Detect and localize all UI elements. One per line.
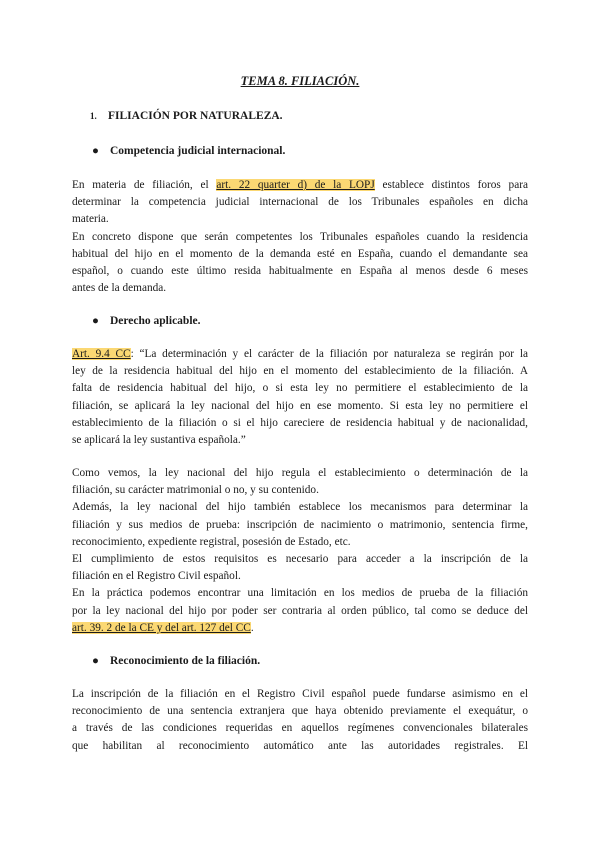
text-line: habitual del hijo en el momento de la demanda esté en España, cuando el demandante sea (72, 247, 528, 260)
text-line: En concreto dispone que serán competentes los Tribunales españoles cuando la residencia (72, 230, 528, 243)
text-line: que habilitan al reconocimiento automático ante las autoridades registrales. El (72, 739, 528, 752)
text-line: La inscripción de la filiación en el Registro Civil español puede fundarse asimismo en el (72, 688, 528, 700)
text-line: establecimiento de la filiación o si el hijo careciere de residencia habitual y de nacionalidad, (72, 416, 528, 429)
section-label: FILIACIÓN POR NATURALEZA. (108, 110, 283, 122)
text-line: antes de la demanda. (72, 282, 167, 295)
paragraph-competencia (72, 177, 528, 297)
bullet-heading-reconocimiento (92, 655, 260, 667)
paragraph-reconocimiento (72, 686, 528, 755)
text-line: determinar la competencia judicial internacional de los Tribunales españoles en dicha (72, 196, 528, 209)
bullet-heading-competencia (92, 145, 285, 157)
text-line: reconocimiento, expediente registral, posesión de Estado, etc. (72, 535, 351, 548)
text-line: filiación, su carácter matrimonial o no, y su contenido. (72, 484, 319, 497)
legal-reference-link[interactable]: Art. 9.4 CC (72, 348, 131, 360)
text-line: Art. 9.4 CC: “La determinación y el carácter de la filiación por naturaleza se regirán por la (72, 348, 528, 360)
text-line: materia. (72, 213, 109, 226)
text-line: En materia de filiación, el art. 22 quarter d) de la LOPJ establece distintos foros para (72, 179, 528, 191)
legal-reference-link[interactable]: art. 22 quarter d) de la LOPJ (216, 179, 375, 191)
page-title: TEMA 8. FILIACIÓN. (240, 74, 360, 88)
text-line: art. 39. 2 de la CE y del art. 127 del CC. (72, 621, 254, 634)
section-heading (90, 110, 283, 122)
text-line: falta de residencia habitual del hijo, o si esta ley no permitiere el establecimiento de la (72, 382, 528, 395)
bullet-heading-derecho (92, 315, 201, 327)
text-line: filiación en el Registro Civil español. (72, 570, 241, 583)
bullet-icon: ● (92, 145, 99, 157)
bullet-label: Reconocimiento de la filiación. (110, 655, 261, 667)
text-line: ley de la residencia habitual del hijo en el momento del establecimiento de la filiación. A (72, 365, 528, 378)
paragraph-derecho-aplicable (72, 346, 528, 449)
text-line: a través de las condiciones requeridas en aquellos regímenes convencionales bilaterales (72, 722, 528, 735)
text-line: español, o cuando este último resida habitualmente en España al menos desde 6 meses (72, 265, 528, 278)
text-line: filiación y sus medios de prueba: inscripción de nacimiento o matrimonio, sentencia firme, (72, 518, 528, 531)
text-line: El cumplimiento de estos requisitos es necesario para acceder a la inscripción de la (72, 553, 528, 566)
bullet-label: Competencia judicial internacional. (110, 145, 286, 157)
text-line: se aplicará la ley sustantiva española.” (72, 434, 246, 447)
paragraph-ley-nacional (72, 465, 528, 637)
text-line: Además, la ley nacional del hijo también establece los mecanismos para determinar la (72, 501, 528, 514)
bullet-label: Derecho aplicable. (110, 315, 201, 327)
text-line: reconocimiento de una sentencia extranjera que haya obtenido previamente el exequátur, o (72, 705, 528, 718)
section-number: 1. (90, 111, 97, 121)
legal-reference-link[interactable]: art. 39. 2 de la CE y del art. 127 del CC (72, 621, 251, 634)
text-line: Como vemos, la ley nacional del hijo regula el establecimiento o determinación de la (72, 467, 528, 479)
bullet-icon: ● (92, 655, 99, 667)
bullet-icon: ● (92, 315, 99, 327)
text-line: En la práctica podemos encontrar una limitación en los medios de prueba de la filiación (72, 587, 528, 600)
text-line: por la ley nacional del hijo por poder ser contraria al orden público, tal como se deduce del (72, 604, 528, 617)
text-line: filiación, se aplicará la ley nacional del hijo en ese momento. Si esta ley no permitiere el (72, 399, 528, 412)
